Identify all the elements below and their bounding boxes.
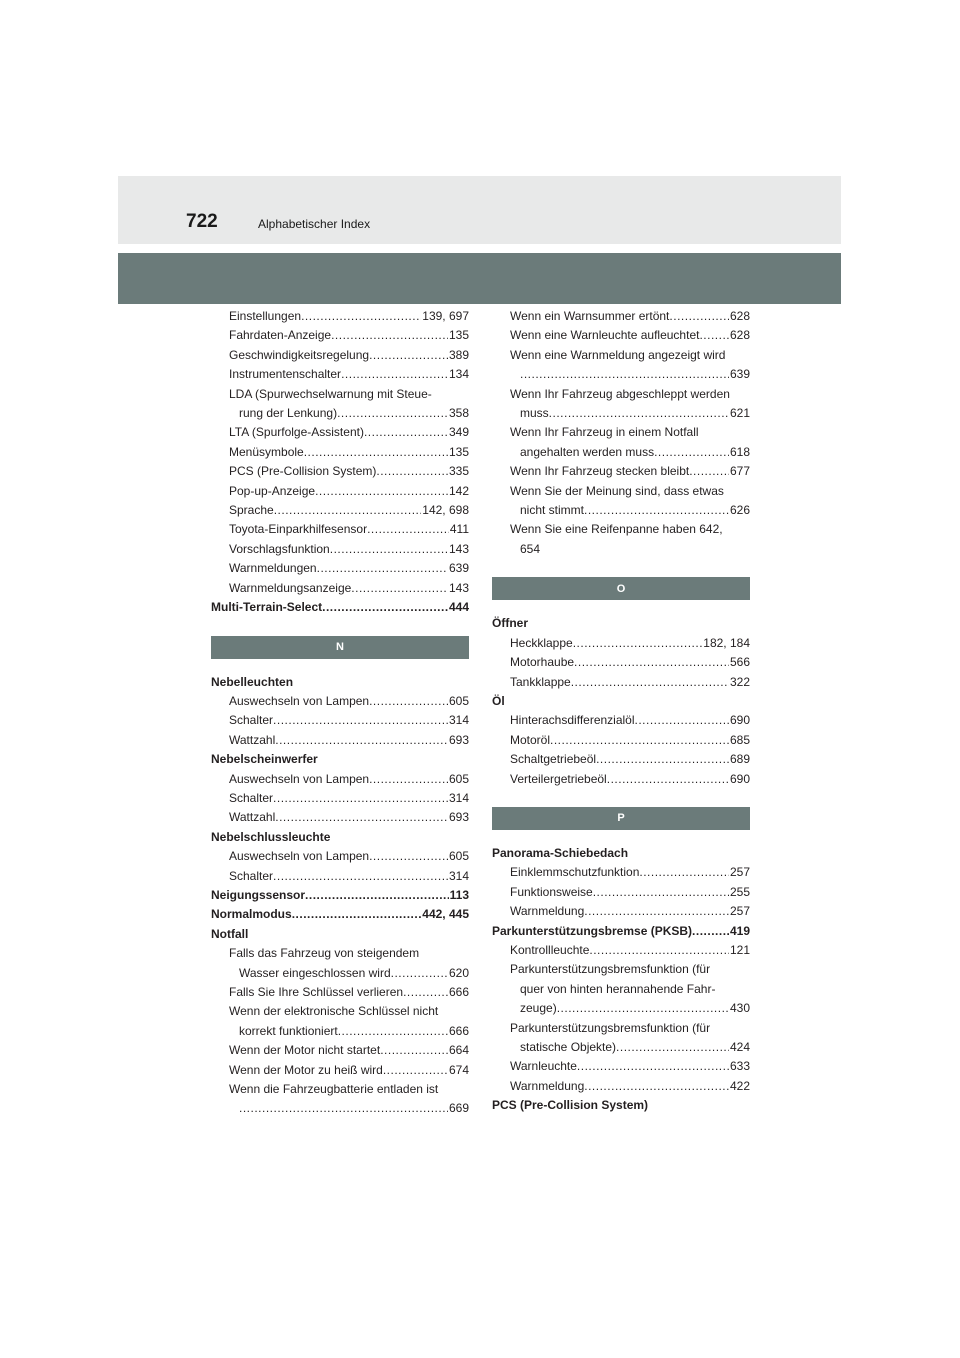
entry-page: 618 — [729, 444, 750, 459]
entry-label: Verteilergetriebeöl — [510, 771, 607, 786]
entry-label: Normalmodus — [211, 907, 292, 922]
leader-dots — [589, 941, 729, 960]
entry-page: 442, 445 — [422, 907, 469, 922]
leader-dots — [584, 1077, 729, 1096]
letter-divider-p: P — [492, 807, 750, 830]
leader-dots — [593, 883, 729, 902]
entry-page: 693 — [448, 810, 469, 825]
index-entry-main — [211, 905, 469, 924]
entry-page: 143 — [448, 541, 469, 556]
entry-page: 257 — [729, 904, 750, 919]
leader-dots — [273, 867, 448, 886]
letter-divider-o: O — [492, 577, 750, 600]
entry-page: 135 — [448, 328, 469, 343]
leader-dots — [635, 711, 729, 730]
leader-dots — [304, 443, 448, 462]
entry-page: 628 — [729, 309, 750, 323]
index-entry — [211, 1061, 469, 1080]
entry-label: Multi-Terrain-Select — [211, 600, 323, 615]
index-entry — [211, 1022, 469, 1041]
leader-dots — [330, 540, 448, 559]
index-entry — [211, 559, 469, 578]
index-heading: Nebelscheinwerfer — [211, 752, 318, 767]
index-entry — [211, 847, 469, 866]
entry-label: korrekt funktioniert — [239, 1023, 338, 1038]
entry-page: 566 — [729, 655, 750, 670]
index-entry — [211, 326, 469, 345]
entry-page: 639 — [448, 561, 469, 576]
entry-page: 626 — [729, 503, 750, 518]
entry-label: PCS (Pre-Collision System) — [229, 464, 377, 479]
index-entry — [492, 1057, 750, 1076]
leader-dots — [274, 501, 422, 520]
leader-dots — [550, 731, 729, 750]
entry-label: Menüsymbole — [229, 444, 304, 459]
page-number: 722 — [186, 211, 218, 232]
index-entry — [211, 692, 469, 711]
entry-page: 314 — [448, 713, 469, 728]
index-entry-line: Wenn der elektronische Schlüssel nicht — [229, 1004, 439, 1019]
index-column-right — [492, 307, 750, 1116]
entry-label: Schalter — [229, 868, 274, 883]
entry-label: Geschwindigkeitsregelung — [229, 347, 370, 362]
entry-page: 422 — [729, 1078, 750, 1093]
index-entry — [211, 540, 469, 559]
entry-page: 389 — [448, 347, 469, 362]
index-entry — [492, 863, 750, 882]
leader-dots — [584, 501, 729, 520]
entry-label: LTA (Spurfolge-Assistent) — [229, 425, 364, 440]
entry-label: Fahrdaten-Anzeige — [229, 328, 332, 343]
index-entry-line: 654 — [520, 541, 541, 556]
entry-label: Neigungssensor — [211, 887, 306, 902]
entry-label: Wattzahl — [229, 810, 276, 825]
leader-dots — [607, 770, 729, 789]
index-entry — [211, 983, 469, 1002]
entry-label: Funktionsweise — [510, 884, 593, 899]
entry-page: 113 — [449, 887, 469, 902]
leader-dots — [573, 634, 703, 653]
index-entry — [492, 750, 750, 769]
leader-dots — [549, 404, 729, 423]
entry-label: Pop-up-Anzeige — [229, 483, 316, 498]
index-entry — [492, 999, 750, 1018]
entry-page: 690 — [729, 713, 750, 728]
leader-dots — [364, 423, 448, 442]
entry-label: Schalter — [229, 790, 274, 805]
leader-dots — [596, 750, 729, 769]
index-heading: Öl — [492, 693, 505, 708]
leader-dots — [380, 1041, 448, 1060]
leader-dots — [692, 922, 729, 941]
index-entry — [211, 346, 469, 365]
entry-label: Einklemmschutzfunktion — [510, 865, 640, 880]
entry-page: 666 — [448, 1023, 469, 1038]
index-entry — [492, 770, 750, 789]
index-entry — [211, 579, 469, 598]
index-heading: Nebelschlussleuchte — [211, 829, 331, 844]
entry-label: Falls Sie Ihre Schlüssel verlieren — [229, 985, 404, 999]
entry-label: Toyota-Einparkhilfesensor — [229, 522, 368, 537]
leader-dots — [367, 520, 449, 539]
leader-dots — [557, 999, 729, 1018]
entry-label: Warnmeldung — [510, 904, 585, 919]
entry-page: 314 — [448, 868, 469, 883]
index-entry — [211, 867, 469, 886]
leader-dots — [577, 1057, 729, 1076]
entry-label: Auswechseln von Lampen — [229, 849, 370, 864]
entry-page: 669 — [448, 1101, 469, 1116]
index-entry — [492, 673, 750, 692]
index-entry — [492, 902, 750, 921]
index-entry — [492, 731, 750, 750]
entry-label: Tankklappe — [510, 674, 571, 689]
entry-label: statische Objekte) — [520, 1040, 617, 1054]
entry-page: 693 — [448, 732, 469, 747]
entry-page: 633 — [729, 1059, 750, 1074]
index-entry — [211, 808, 469, 827]
leader-dots — [669, 307, 729, 326]
entry-page: 142, 698 — [422, 503, 469, 518]
entry-label: Warnmeldungsanzeige — [229, 580, 352, 595]
entry-page: 358 — [448, 406, 469, 421]
index-entry — [211, 423, 469, 442]
index-entry — [492, 326, 750, 345]
entry-label: Schaltgetriebeöl — [510, 752, 597, 767]
index-entry — [211, 964, 469, 983]
leader-dots — [574, 653, 729, 672]
index-entry — [211, 501, 469, 520]
entry-label: Warnmeldung — [510, 1078, 585, 1093]
leader-dots — [341, 365, 448, 384]
entry-page: 255 — [729, 884, 750, 899]
leader-dots — [322, 598, 448, 617]
entry-label: Wenn Ihr Fahrzeug stecken bleibt — [510, 464, 690, 479]
entry-label: Schalter — [229, 713, 274, 728]
entry-page: 134 — [448, 367, 469, 382]
leader-dots — [301, 307, 421, 326]
index-entry — [492, 365, 750, 384]
leader-dots — [616, 1038, 729, 1057]
entry-label: Vorschlagsfunktion — [229, 541, 330, 556]
entry-label: Instrumentenschalter — [229, 367, 342, 382]
entry-page: 257 — [729, 865, 750, 880]
entry-page: 411 — [449, 522, 469, 537]
entry-page: 314 — [448, 790, 469, 805]
leader-dots — [689, 462, 729, 481]
entry-label: Auswechseln von Lampen — [229, 771, 370, 786]
entry-label: Wenn der Motor nicht startet — [229, 1043, 381, 1058]
index-entry — [492, 653, 750, 672]
index-entry-line: quer von hinten herannahende Fahr- — [520, 981, 716, 996]
index-entry — [492, 443, 750, 462]
entry-label: nicht stimmt — [520, 503, 585, 518]
leader-dots — [571, 673, 729, 692]
entry-label: Heckklappe — [510, 635, 573, 650]
entry-page: 690 — [729, 771, 750, 786]
leader-dots — [315, 482, 448, 501]
entry-label: angehalten werden muss — [520, 444, 655, 459]
entry-label: Wenn der Motor zu heiß wird — [229, 1062, 383, 1077]
entry-label: Motorhaube — [510, 655, 575, 670]
index-entry — [492, 307, 750, 326]
index-heading: Öffner — [492, 616, 528, 631]
index-entry — [492, 462, 750, 481]
entry-page: 685 — [729, 732, 750, 747]
index-entry-line: Wenn Ihr Fahrzeug abgeschleppt werden — [510, 386, 730, 401]
entry-page: 689 — [729, 752, 750, 767]
index-entry — [211, 520, 469, 539]
index-entry-line: Parkunterstützungsbremsfunktion (für — [510, 962, 711, 977]
index-entry-line: Wenn Sie eine Reifenpanne haben 642, — [510, 522, 723, 537]
index-entry — [492, 1038, 750, 1057]
index-entry — [211, 789, 469, 808]
entry-label: Wasser eingeschlossen wird — [239, 965, 391, 980]
entry-label: Motoröl — [510, 732, 551, 747]
index-entry-main — [211, 598, 469, 617]
entry-label: Wattzahl — [229, 732, 276, 747]
entry-page: 620 — [448, 965, 469, 980]
entry-label: Kontrollleuchte — [510, 942, 590, 957]
leader-dots — [275, 808, 448, 827]
leader-dots — [699, 326, 729, 345]
index-entry — [492, 941, 750, 960]
index-heading: Panorama-Schiebedach — [492, 845, 629, 860]
leader-dots — [239, 1099, 448, 1118]
entry-page: 349 — [448, 425, 469, 440]
index-entry-line: Wenn die Fahrzeugbatterie entladen ist — [229, 1082, 439, 1097]
leader-dots — [292, 905, 422, 924]
leader-dots — [520, 365, 729, 384]
entry-label: Wenn ein Warnsummer ertönt — [510, 309, 670, 323]
header-top-band — [118, 176, 841, 244]
leader-dots — [383, 1061, 448, 1080]
index-entry — [211, 770, 469, 789]
index-entry — [492, 883, 750, 902]
header-dark-band — [118, 253, 841, 304]
index-entry — [211, 462, 469, 481]
index-column-left — [211, 307, 469, 1119]
index-entry-line: LDA (Spurwechselwarnung mit Steue- — [229, 386, 432, 401]
entry-page: 605 — [448, 693, 469, 708]
entry-label: Einstellungen — [229, 309, 302, 323]
entry-page: 139, 697 — [422, 309, 469, 323]
entry-page: 677 — [729, 464, 750, 479]
index-entry — [492, 501, 750, 520]
index-heading: PCS (Pre-Collision System) — [492, 1098, 649, 1113]
index-entry-main — [211, 886, 469, 905]
index-heading: Nebelleuchten — [211, 674, 294, 689]
index-heading: Notfall — [211, 926, 249, 941]
leader-dots — [273, 711, 448, 730]
entry-label: Parkunterstützungsbremse (PKSB) — [492, 923, 693, 938]
index-entry-line: Parkunterstützungsbremsfunktion (für — [510, 1020, 711, 1035]
entry-page: 639 — [729, 367, 750, 382]
entry-label: Wenn eine Warnleuchte aufleuchtet — [510, 328, 700, 343]
index-entry — [211, 404, 469, 423]
leader-dots — [369, 847, 448, 866]
index-entry-line: Falls das Fahrzeug von steigendem — [229, 946, 420, 961]
leader-dots — [317, 559, 448, 578]
entry-label: Hinterachsdifferenzialöl — [510, 713, 635, 728]
index-entry — [211, 365, 469, 384]
leader-dots — [305, 886, 449, 905]
leader-dots — [639, 863, 729, 882]
index-entry-line: Wenn eine Warnmeldung angezeigt wird — [510, 347, 726, 362]
entry-page: 142 — [448, 483, 469, 498]
leader-dots — [369, 692, 448, 711]
entry-page: 628 — [729, 328, 750, 343]
entry-label: muss — [520, 406, 549, 421]
leader-dots — [337, 404, 448, 423]
leader-dots — [369, 770, 448, 789]
leader-dots — [273, 789, 448, 808]
index-entry — [211, 482, 469, 501]
entry-page: 444 — [448, 600, 469, 615]
leader-dots — [275, 731, 448, 750]
index-entry — [492, 1077, 750, 1096]
entry-page: 605 — [448, 771, 469, 786]
leader-dots — [376, 462, 448, 481]
entry-label: Auswechseln von Lampen — [229, 693, 370, 708]
leader-dots — [351, 579, 448, 598]
index-entry — [211, 731, 469, 750]
leader-dots — [584, 902, 729, 921]
entry-page: 143 — [448, 580, 469, 595]
index-entry-line: Wenn Ihr Fahrzeug in einem Notfall — [510, 425, 699, 440]
entry-page: 121 — [729, 942, 750, 957]
index-entry — [492, 404, 750, 423]
entry-page: 335 — [448, 464, 469, 479]
entry-page: 674 — [448, 1062, 469, 1077]
letter-divider-n: N — [211, 636, 469, 659]
entry-page: 182, 184 — [703, 635, 750, 650]
leader-dots — [331, 326, 448, 345]
index-entry — [211, 443, 469, 462]
entry-page: 135 — [448, 444, 469, 459]
entry-page: 664 — [448, 1043, 469, 1058]
entry-page: 605 — [448, 849, 469, 864]
index-entry-line: Wenn Sie der Meinung sind, dass etwas — [510, 483, 724, 498]
entry-label: Sprache — [229, 503, 274, 518]
entry-label: rung der Lenkung) — [239, 406, 338, 421]
section-title: Alphabetischer Index — [258, 217, 371, 231]
index-entry — [492, 634, 750, 653]
index-entry — [211, 711, 469, 730]
index-entry — [492, 711, 750, 730]
leader-dots — [369, 346, 448, 365]
index-entry — [211, 307, 469, 326]
leader-dots — [338, 1022, 448, 1041]
entry-page: 419 — [729, 923, 750, 938]
entry-page: 424 — [729, 1040, 750, 1054]
entry-page: 666 — [448, 985, 469, 999]
index-entry-main — [492, 922, 750, 941]
entry-page: 621 — [729, 406, 750, 421]
entry-label: Warnmeldungen — [229, 561, 317, 576]
leader-dots — [654, 443, 729, 462]
entry-label: zeuge) — [520, 1001, 557, 1016]
entry-label: Warnleuchte — [510, 1059, 577, 1074]
entry-page: 430 — [729, 1001, 750, 1016]
leader-dots — [391, 964, 448, 983]
index-entry — [211, 1099, 469, 1118]
entry-page: 322 — [729, 674, 750, 689]
index-entry — [211, 1041, 469, 1060]
leader-dots — [403, 983, 448, 1002]
